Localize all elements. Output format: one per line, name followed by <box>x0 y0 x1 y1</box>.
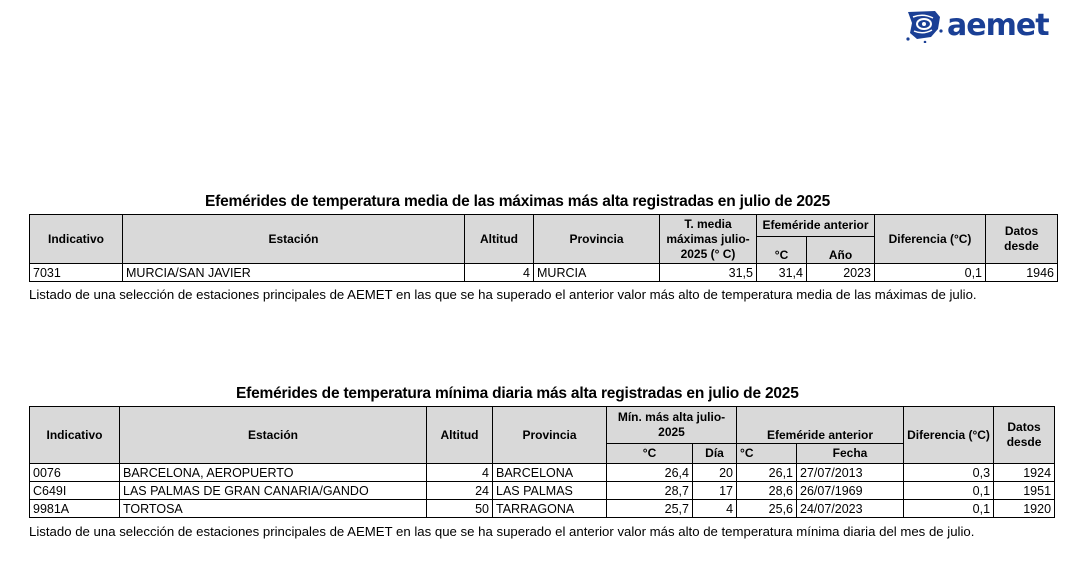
cell-altitud: 4 <box>427 464 493 482</box>
header-estacion: Estación <box>123 215 465 264</box>
cell-provincia: LAS PALMAS <box>493 482 607 500</box>
header-tmedia: T. media máximas julio-2025 (° C) <box>660 215 757 264</box>
table2-title: Efemérides de temperatura mínima diaria más alta registradas en julio de 2025 <box>236 385 799 402</box>
cell-ef-celsius: 25,6 <box>737 500 797 518</box>
cell-tmedia: 31,5 <box>660 264 757 282</box>
aemet-logo-text: aemet <box>947 8 1049 43</box>
header-provincia: Provincia <box>534 215 660 264</box>
cell-datos-desde: 1951 <box>994 482 1055 500</box>
cell-min-dia: 20 <box>693 464 737 482</box>
cell-min-celsius: 26,4 <box>607 464 693 482</box>
cell-altitud: 4 <box>465 264 534 282</box>
table2-note: Listado de una selección de estaciones principales de AEMET en las que se ha superado el anterior valor más alto de temperatura mínima diaria del mes de julio. <box>29 524 975 539</box>
table-row <box>30 464 1055 482</box>
cell-provincia: TARRAGONA <box>493 500 607 518</box>
cell-ef-fecha: 26/07/1969 <box>797 482 904 500</box>
header-altitud: Altitud <box>427 407 493 464</box>
aemet-logo <box>905 8 1049 44</box>
table-row <box>30 500 1055 518</box>
cell-diferencia: 0,1 <box>904 500 994 518</box>
table1-title: Efemérides de temperatura media de las máximas más alta registradas en julio de 2025 <box>205 193 831 210</box>
header-datos-desde: Datos desde <box>994 407 1055 464</box>
cell-min-dia: 4 <box>693 500 737 518</box>
header-min-celsius: °C <box>607 444 693 464</box>
cell-diferencia: 0,3 <box>904 464 994 482</box>
cell-estacion: LAS PALMAS DE GRAN CANARIA/GANDO <box>120 482 427 500</box>
table-row <box>30 264 1058 282</box>
cell-ef-fecha: 27/07/2013 <box>797 464 904 482</box>
header-indicativo: Indicativo <box>30 215 123 264</box>
cell-ef-anio: 2023 <box>807 264 875 282</box>
cell-datos-desde: 1924 <box>994 464 1055 482</box>
cell-estacion: BARCELONA, AEROPUERTO <box>120 464 427 482</box>
cell-datos-desde: 1920 <box>994 500 1055 518</box>
cell-ef-celsius: 28,6 <box>737 482 797 500</box>
table1 <box>29 214 1058 282</box>
cell-provincia: MURCIA <box>534 264 660 282</box>
cell-ef-celsius: 31,4 <box>757 264 807 282</box>
header-ef-anio: Año <box>807 237 875 264</box>
table1-note: Listado de una selección de estaciones principales de AEMET en las que se ha superado el anterior valor más alto de temperatura media de las máximas de julio. <box>29 287 977 302</box>
cell-provincia: BARCELONA <box>493 464 607 482</box>
cell-indicativo: 9981A <box>30 500 120 518</box>
cell-estacion: TORTOSA <box>120 500 427 518</box>
cell-diferencia: 0,1 <box>875 264 986 282</box>
header-ef-celsius: °C <box>737 444 797 464</box>
header-estacion: Estación <box>120 407 427 464</box>
header-ef-fecha: Fecha <box>797 444 904 464</box>
cell-ef-fecha: 24/07/2023 <box>797 500 904 518</box>
cell-min-celsius: 28,7 <box>607 482 693 500</box>
header-min-mas-alta: Mín. más alta julio-2025 <box>607 407 737 444</box>
header-min-dia: Día <box>693 444 737 464</box>
header-indicativo: Indicativo <box>30 407 120 464</box>
header-diferencia: Diferencia (°C) <box>904 407 994 464</box>
cell-estacion: MURCIA/SAN JAVIER <box>123 264 465 282</box>
cell-diferencia: 0,1 <box>904 482 994 500</box>
aemet-logo-icon <box>905 9 943 43</box>
cell-ef-celsius: 26,1 <box>737 464 797 482</box>
table2 <box>29 406 1055 518</box>
cell-altitud: 50 <box>427 500 493 518</box>
header-efemeride-anterior: Efeméride anterior <box>737 407 904 444</box>
cell-datos-desde: 1946 <box>986 264 1058 282</box>
cell-min-dia: 17 <box>693 482 737 500</box>
cell-indicativo: 7031 <box>30 264 123 282</box>
header-provincia: Provincia <box>493 407 607 464</box>
header-ef-celsius: °C <box>757 237 807 264</box>
header-diferencia: Diferencia (°C) <box>875 215 986 264</box>
header-efemeride-anterior: Efeméride anterior <box>757 215 875 237</box>
cell-min-celsius: 25,7 <box>607 500 693 518</box>
cell-altitud: 24 <box>427 482 493 500</box>
header-altitud: Altitud <box>465 215 534 264</box>
header-datos-desde: Datos desde <box>986 215 1058 264</box>
table-row <box>30 482 1055 500</box>
cell-indicativo: 0076 <box>30 464 120 482</box>
cell-indicativo: C649I <box>30 482 120 500</box>
